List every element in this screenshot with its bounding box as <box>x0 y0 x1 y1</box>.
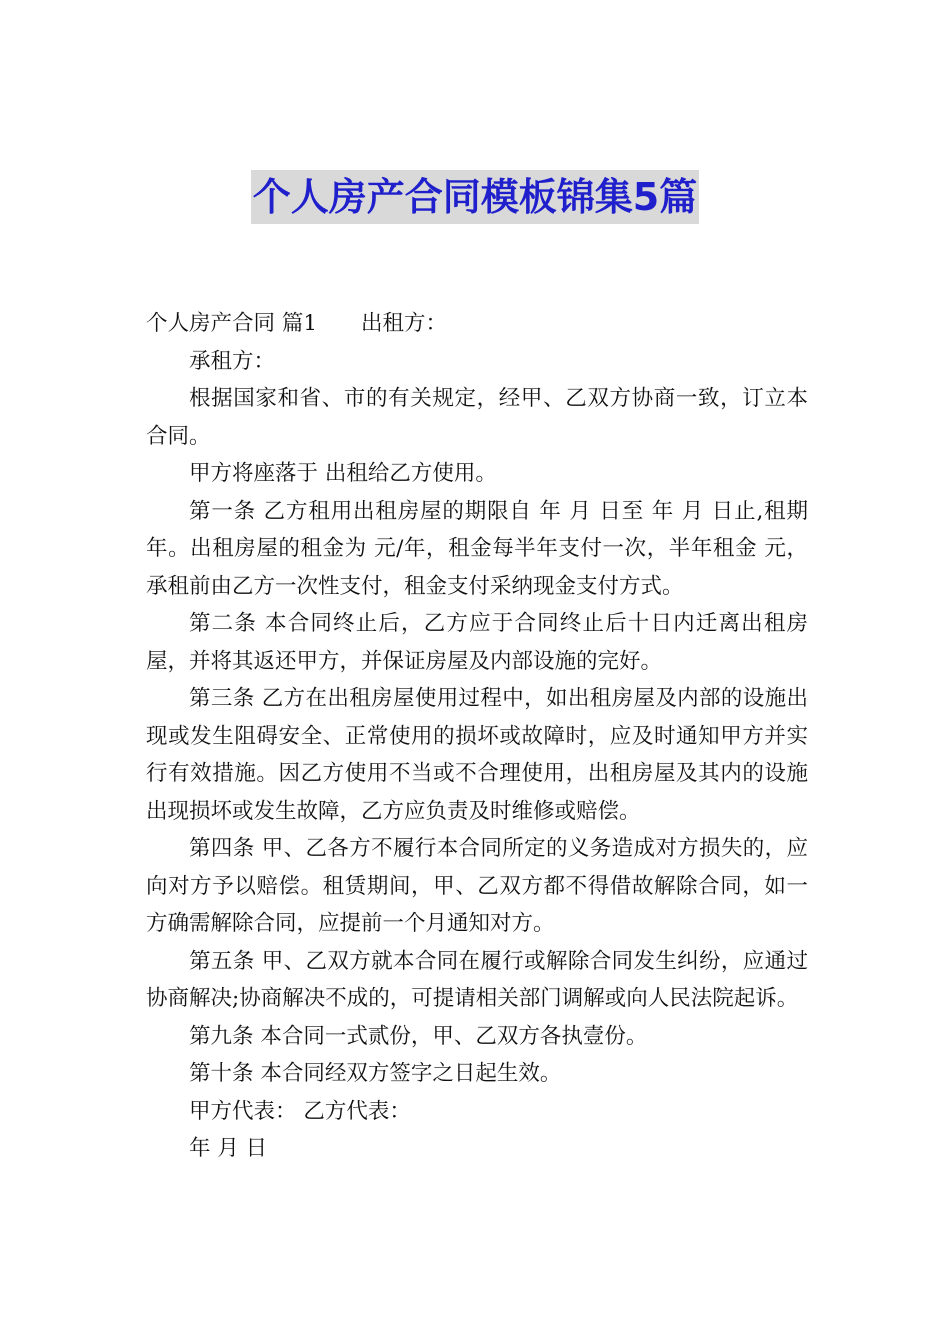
paragraph-date: 年 月 日 <box>189 1136 268 1161</box>
paragraph-article-9: 第九条 本合同一式贰份，甲、乙双方各执壹份。 <box>189 1023 648 1049</box>
paragraph-location: 甲方将座落于 出租给乙方使用。 <box>189 461 497 486</box>
paragraph-article-5: 第五条 甲、乙双方就本合同在履行或解除合同发生纠纷，应通过协商解决;协商解决不成的，可提请相关部门调解或向人民法院起诉。 <box>146 948 808 1011</box>
title-wrap <box>0 170 950 224</box>
document-title: 个人房产合同模板锦集5篇 <box>251 170 699 224</box>
paragraph-article-1: 第一条 乙方租用出租房屋的期限自 年 月 日至 年 月 日止,租期 年。出租房屋的租金为 元/年，租金每半年支付一次，半年租金 元，承租前由乙方一次性支付，租金支付采纳现金支付方式。 <box>146 498 808 599</box>
paragraph-article-10: 第十条 本合同经双方签字之日起生效。 <box>189 1061 562 1086</box>
paragraph-signatures: 甲方代表： 乙方代表： <box>189 1098 411 1124</box>
paragraph-article-4: 第四条 甲、乙各方不履行本合同所定的义务造成对方损失的，应向对方予以赔偿。租赁期间，甲、乙双方都不得借故解除合同，如一方确需解除合同，应提前一个月通知对方。 <box>146 836 808 936</box>
paragraph-article-2: 第二条 本合同终止后，乙方应于合同终止后十日内迁离出租房屋，并将其返还甲方，并保证房屋及内部设施的完好。 <box>146 611 808 674</box>
section-first-line <box>146 305 808 343</box>
section-heading: 个人房产合同 篇1 <box>146 311 318 336</box>
paragraph-article-3: 第三条 乙方在出租房屋使用过程中，如出租房屋及内部的设施出现或发生阻碍安全、正常使用的损坏或故障时，应及时通知甲方并实行有效措施。因乙方使用不当或不合理使用，出租房屋及其内的设施出现损坏或发生故障，乙方应负责及时维修或赔偿。 <box>146 686 808 824</box>
lessor-label: 出租方： <box>361 311 448 336</box>
paragraph-lessee: 承租方： <box>189 348 276 374</box>
paragraph-preamble: 根据国家和省、市的有关规定，经甲、乙双方协商一致，订立本合同。 <box>146 386 808 449</box>
document-body <box>146 305 808 1168</box>
